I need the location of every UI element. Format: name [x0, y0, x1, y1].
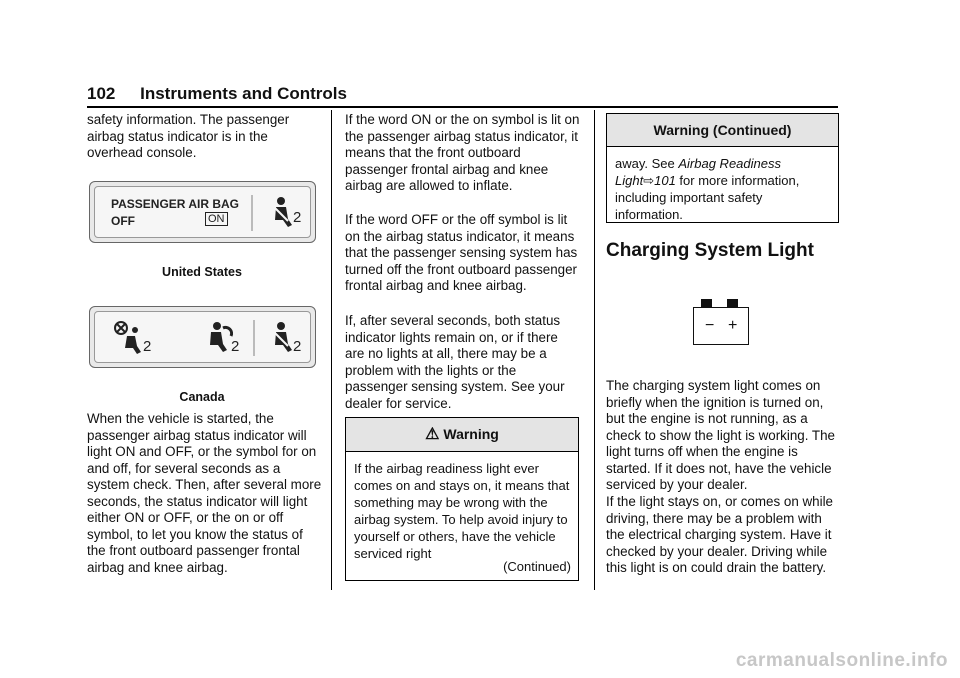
- figure-caption: Canada: [179, 390, 225, 404]
- plus-sign: +: [728, 317, 738, 334]
- battery-terminal: [727, 299, 738, 307]
- battery-body: [693, 307, 749, 345]
- canada-airbag-status-panel: [89, 306, 316, 368]
- on-label: ON: [205, 212, 228, 226]
- page-number: 102: [87, 84, 116, 103]
- seat-number: 2: [231, 338, 240, 355]
- us-airbag-status-panel: [89, 181, 316, 243]
- chapter-title: Instruments and Controls: [140, 84, 347, 103]
- warning-box: [345, 417, 579, 581]
- warning-text-end: for more information, including important safety information.: [615, 173, 800, 222]
- minus-sign: −: [705, 317, 715, 334]
- cross-reference-link[interactable]: Airbag Readiness Light: [615, 156, 781, 188]
- passenger-seated-icon: [266, 195, 296, 231]
- seat-number: 2: [293, 209, 302, 226]
- airbag-off-icon: [109, 320, 143, 358]
- column-divider: [594, 110, 595, 590]
- figure-caption: United States: [162, 265, 242, 279]
- warning-text-start: away. See: [615, 156, 679, 171]
- header-rule: [87, 106, 838, 108]
- seat-number: 2: [293, 338, 302, 355]
- seat-number: 2: [143, 338, 152, 355]
- battery-icon: [693, 299, 753, 349]
- page-header: [87, 84, 347, 104]
- body-paragraph: If, after several seconds, both status indicator lights remain on, or if there are no lights at all, there may be a problem with the lights or the passenger sensing system. See your dealer for service.: [345, 313, 565, 411]
- warning-title: Warning (Continued): [607, 114, 838, 147]
- body-paragraph: If the word ON or the on symbol is lit on the passenger airbag status indicator, it means that the front outboard passenger frontal airbag and knee airbag are allowed to inflate.: [345, 112, 580, 193]
- body-paragraph: If the light stays on, or comes on while driving, there may be a problem with the electrical charging system. Have it checked by your dealer. Driving while this light is on could drain the battery.: [606, 494, 834, 575]
- panel-label: PASSENGER AIR BAG: [111, 197, 240, 211]
- panel-separator: [251, 195, 253, 231]
- warning-header: [346, 418, 578, 452]
- warning-text: [607, 147, 838, 229]
- warning-triangle-icon: ⚠: [425, 426, 440, 443]
- watermark: carmanualsonline.info: [735, 650, 948, 671]
- battery-terminal: [701, 299, 712, 307]
- section-title: Charging System Light: [606, 240, 814, 261]
- airbag-on-icon: [201, 320, 235, 358]
- page-ref-arrow-icon: ⇨: [643, 173, 655, 188]
- body-paragraph: When the vehicle is started, the passenger airbag status indicator will light ON and OFF, or the symbol for on and off, for several seconds as a system check. Then, after several more seconds, the status indicator will light either ON or OFF, or the on or off symbol, to let you know the status of the front outboard passenger frontal airbag and knee airbag.: [87, 411, 322, 575]
- warning-box-continued: [606, 113, 839, 223]
- intro-paragraph: safety information. The passenger airbag status indicator is in the overhead console.: [87, 112, 290, 160]
- continued-label: (Continued): [503, 559, 571, 574]
- body-paragraph: The charging system light comes on briefly when the ignition is turned on, but the engine is not running, as a check to show the light is working. The light turns off when the engine is started. If it does not, have the vehicle serviced by your dealer.: [606, 378, 835, 492]
- warning-text: If the airbag readiness light ever comes on and stays on, it means that something may be wrong with the airbag system. To help avoid injury to yourself or others, have the vehicle serviced right: [354, 461, 570, 561]
- panel-separator: [253, 320, 255, 356]
- off-label: OFF: [111, 214, 135, 228]
- warning-title: Warning: [443, 426, 499, 442]
- column-divider: [331, 110, 332, 590]
- body-paragraph: If the word OFF or the off symbol is lit on the airbag status indicator, it means that the passenger sensing system has turned off the front outboard passenger frontal airbag and knee airbag.: [345, 212, 578, 293]
- passenger-seated-icon: [266, 320, 296, 356]
- page-reference[interactable]: 101: [654, 173, 676, 188]
